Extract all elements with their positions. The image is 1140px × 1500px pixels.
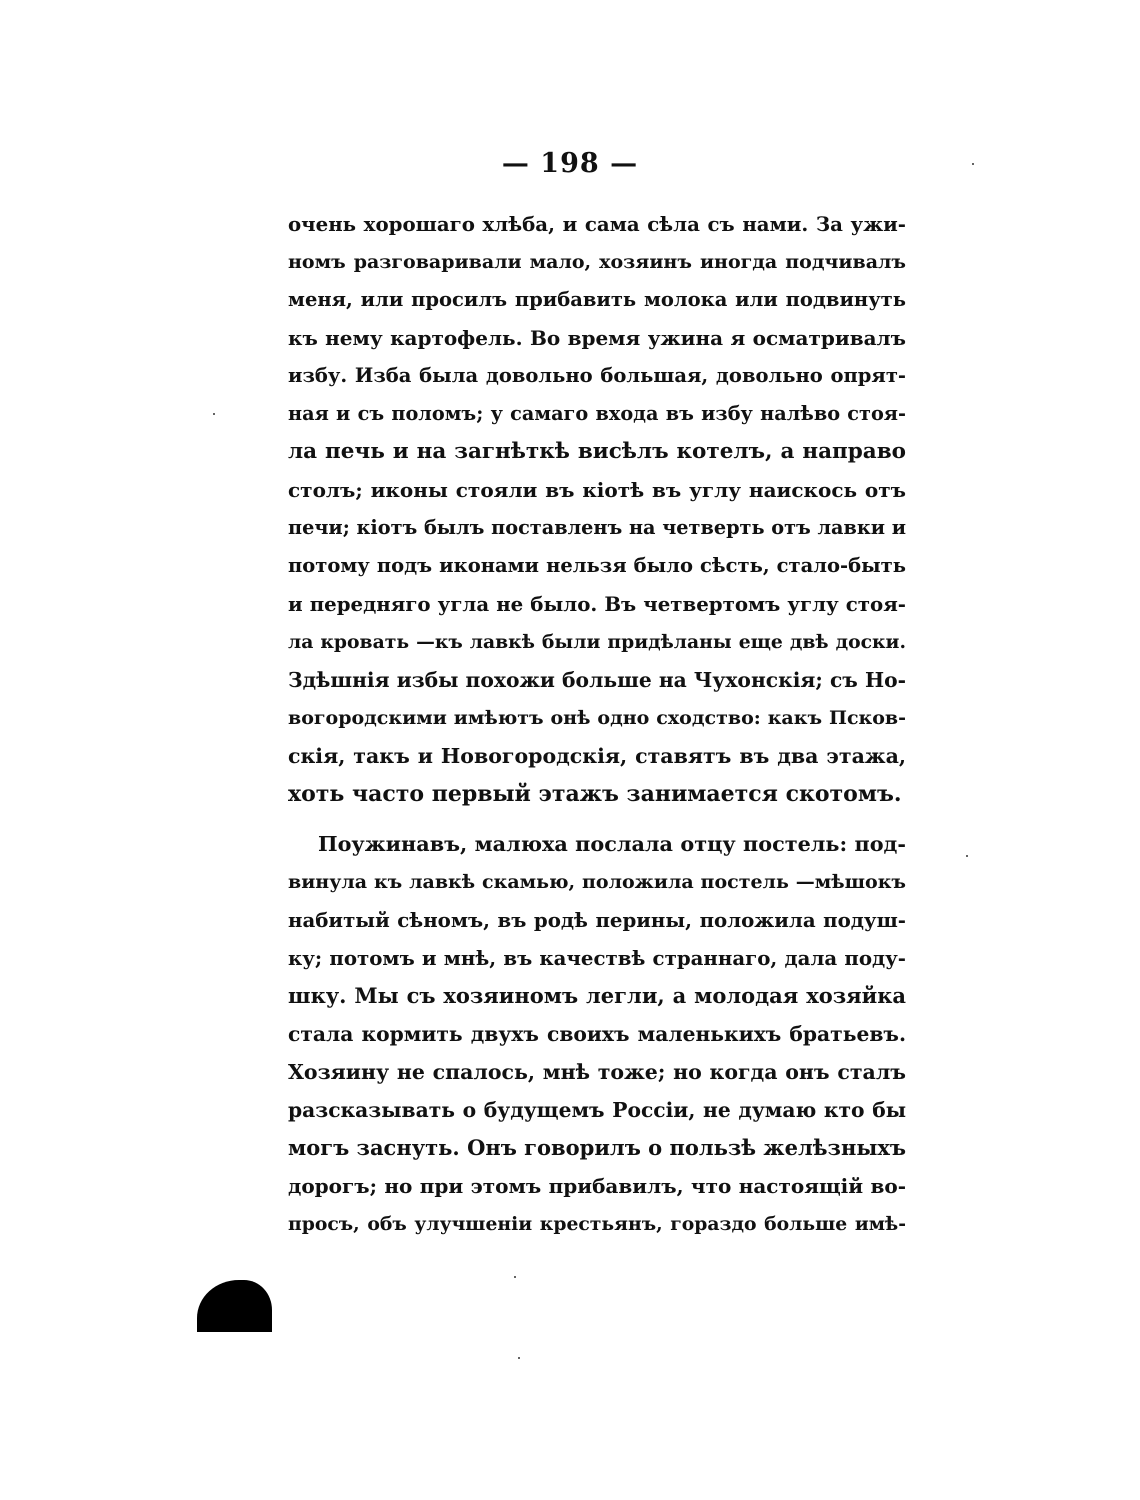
text-line: Хозяину не спалось, мнѣ тоже; но когда онъ сталъ: [288, 1060, 906, 1084]
text-line: ла кровать —къ лавкѣ были придѣланы еще двѣ доски.: [288, 631, 906, 653]
text-line: могъ заснуть. Онъ говорилъ о пользѣ желѣзныхъ: [288, 1135, 906, 1160]
text-line: ная и съ поломъ; у самаго входа въ избу налѣво стоя-: [288, 402, 906, 425]
text-line: очень хорошаго хлѣба, и сама сѣла съ нами. За ужи-: [288, 212, 906, 236]
scan-speck: [514, 1276, 516, 1278]
scan-speck: [966, 855, 968, 857]
page-number: — 198 —: [501, 148, 639, 179]
text-line: печи; кіотъ былъ поставленъ на четверть отъ лавки и: [288, 516, 906, 539]
text-line: къ нему картофель. Во время ужина я осматривалъ: [288, 326, 906, 350]
paragraph-1: [288, 205, 906, 813]
text-line: потому подъ иконами нельзя было сѣсть, стало-быть: [288, 554, 906, 577]
paragraph-2: [288, 825, 906, 1243]
scan-speck: [518, 1357, 520, 1359]
text-line: столъ; иконы стояли въ кіотѣ въ углу наискось отъ: [288, 478, 906, 502]
text-line: ку; потомъ и мнѣ, въ качествѣ страннаго, дала поду-: [288, 946, 906, 970]
text-line: и передняго угла не было. Въ четвертомъ углу стоя-: [288, 592, 906, 616]
scan-speck: [213, 413, 215, 415]
text-line: хоть часто первый этажъ занимается скотомъ.: [288, 781, 902, 807]
body-text: [288, 205, 906, 1243]
text-line: набитый сѣномъ, въ родѣ перины, положила подуш-: [288, 908, 906, 932]
text-line: меня, или просилъ прибавить молока или подвинуть: [288, 288, 906, 311]
text-line: стала кормить двухъ своихъ маленькихъ братьевъ.: [288, 1022, 906, 1046]
text-line: просъ, объ улучшеніи крестьянъ, гораздо больше имѣ-: [288, 1213, 906, 1235]
text-line: Поужинавъ, малюха послала отцу постель: под-: [318, 832, 906, 856]
text-line: скія, такъ и Новогородскія, ставятъ въ два этажа,: [288, 744, 906, 768]
text-line: Здѣшнія избы похожи больше на Чухонскія; съ Но-: [288, 668, 906, 692]
text-line: разсказывать о будущемъ Россіи, не думаю кто бы: [288, 1098, 906, 1122]
text-line: вогородскими имѣютъ онѣ одно сходство: какъ Псков-: [288, 707, 906, 729]
text-line: ла печь и на загнѣткѣ висѣлъ котелъ, а направо: [288, 439, 906, 464]
text-line: номъ разговаривали мало, хозяинъ иногда подчивалъ: [288, 251, 906, 273]
text-line: избу. Изба была довольно большая, довольно опрят-: [288, 364, 906, 387]
text-line: дорогъ; но при этомъ прибавилъ, что настоящій во-: [288, 1174, 906, 1198]
text-line: винула къ лавкѣ скамью, положила постель —мѣшокъ: [288, 871, 906, 893]
ink-blot: [197, 1280, 272, 1332]
scan-speck: [972, 163, 974, 165]
text-line: шку. Мы съ хозяиномъ легли, а молодая хозяйка: [288, 983, 906, 1008]
